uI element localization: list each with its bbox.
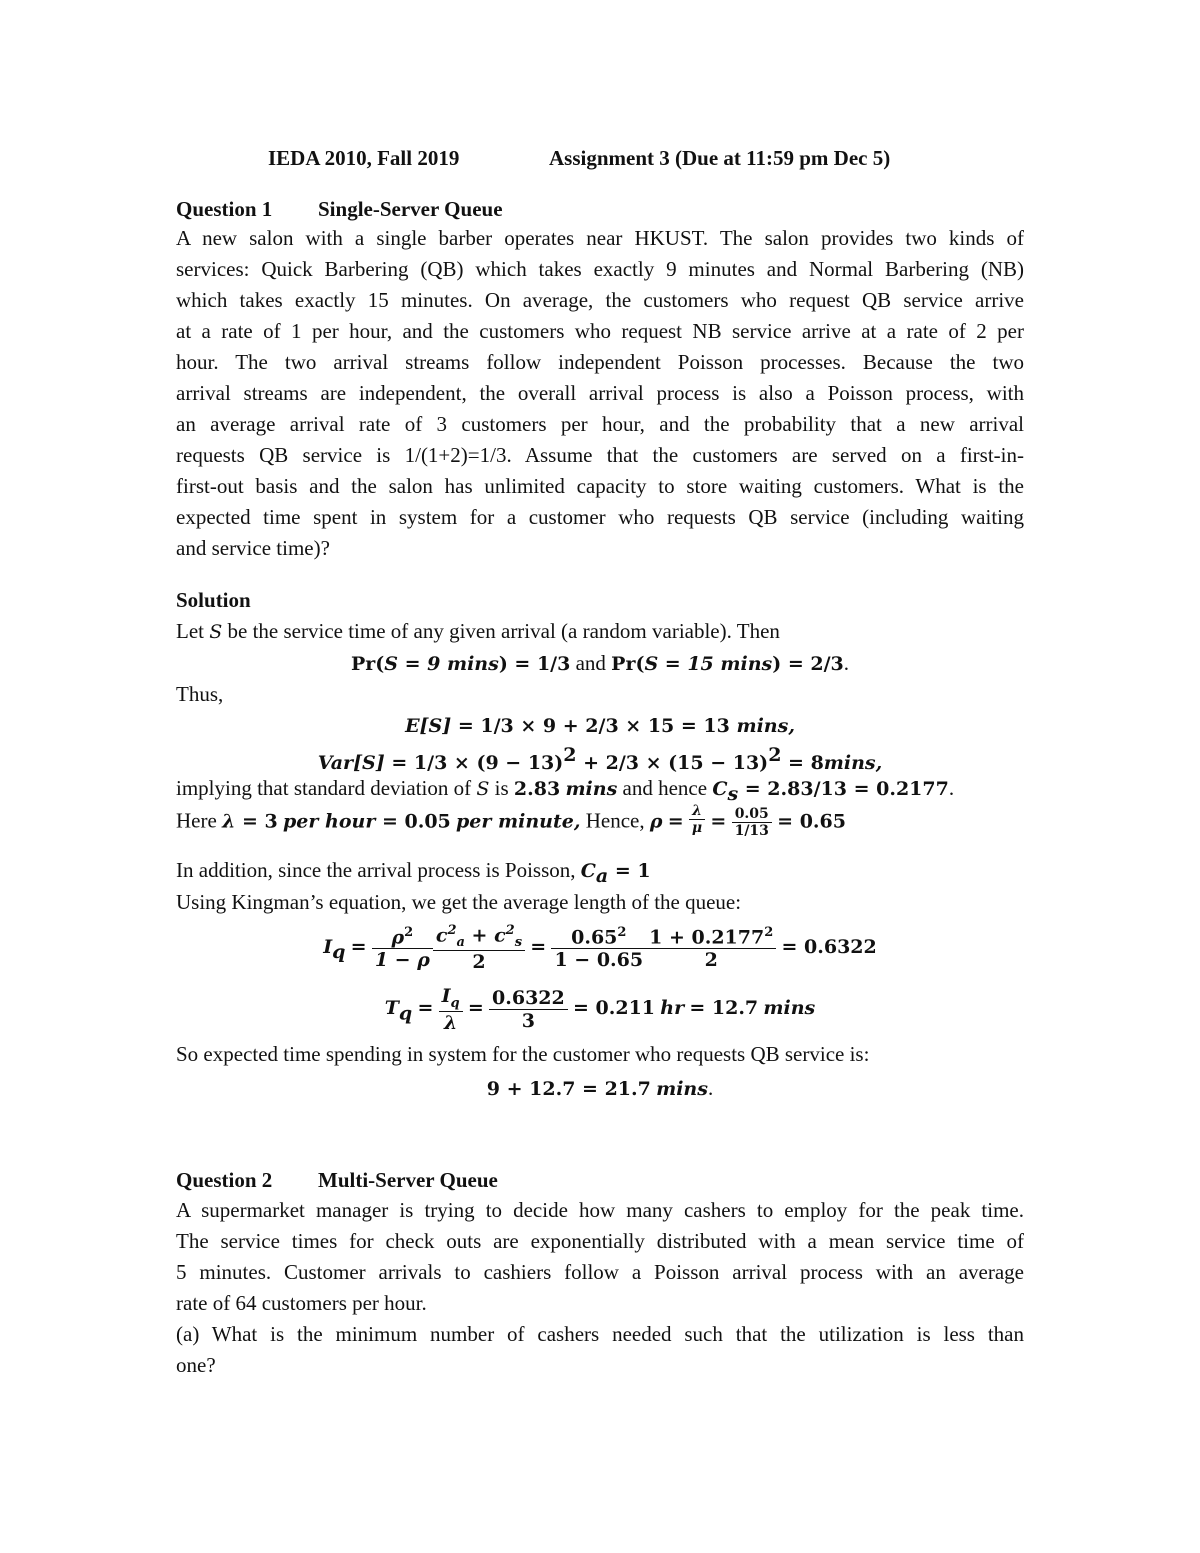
q1-line: at a rate of 1 per hour, and the customers who request NB service arrive at a rate of 2 per	[176, 319, 1024, 343]
q2-title: Multi-Server Queue	[318, 1168, 498, 1192]
kingman-line: Using Kingman’s equation, we get the average length of the queue:	[176, 890, 742, 914]
q2-label: Question 2	[176, 1168, 273, 1192]
q2-line: one?	[176, 1353, 216, 1377]
q1-line: A new salon with a single barber operates near HKUST. The salon provides two kinds of	[176, 226, 1024, 250]
rho-fraction: $\frac{\rho^2}{1 - \rho}$	[372, 925, 433, 971]
solution-heading: Solution	[176, 588, 251, 612]
rho-value-squared-fraction: $\frac{0.65^2}{1 - 0.65}$	[551, 925, 646, 971]
variance-line: $Var[S] = 1/3 \times (9 - 13)^2 + 2/3 \times (15 - 13)^2 = 8\min s$,	[317, 744, 883, 774]
std-line: implying that standard deviation of S is 2.83 mins and hence $C_s = 2.83/13 = 0.2177$.	[176, 776, 955, 806]
variability-value-fraction: $\frac{1 + 0.2177^2}{2}$	[646, 925, 776, 971]
q1-line: expected time spent in system for a customer who requests QB service (including waiting	[176, 505, 1024, 529]
course-title: IEDA 2010, Fall 2019	[268, 146, 460, 170]
rho-value-fraction: $\frac{0.05}{1/13}$	[732, 806, 772, 839]
assignment-title: Assignment 3 (Due at 11:59 pm Dec 5)	[549, 146, 891, 170]
ca-line: In addition, since the arrival process is Poisson, $C_a = 1$	[176, 858, 651, 888]
variability-fraction: $\frac{c^2_a + c^2_s}{2}$	[433, 923, 525, 973]
q1-label: Question 1	[176, 197, 273, 221]
q1-line: first-out basis and the salon has unlimited capacity to store waiting customers. What is the	[176, 474, 1024, 498]
lambda-over-mu-fraction: $\frac{\lambda}{\mu}$	[689, 803, 705, 836]
q1-line: which takes exactly 15 minutes. On average, the customers who request QB service arrive	[176, 288, 1024, 312]
lambda-rho-line: Here λ = 3 per hour = 0.05 per minute, Hence, ρ = $\frac{\lambda}{\mu}$ = $\frac{0.05}{1/13}$ = 0.65	[176, 803, 846, 839]
q2-line: The service times for check outs are exponentially distributed with a mean service time of	[176, 1229, 1024, 1253]
iq-over-lambda-fraction: $\frac{I_q}{\lambda}$	[439, 985, 463, 1034]
q2-paragraph	[176, 1195, 1024, 1381]
tq-value-fraction: $\frac{0.6322}{3}$	[489, 987, 568, 1032]
probability-line: Pr(S = 9 mins) = 1/3 and Pr(S = 15 mins) = 2/3.	[350, 651, 850, 675]
q1-paragraph	[176, 223, 1024, 564]
q1-line: requests QB service is 1/(1+2)=1/3. Assume that the customers are served on a first-in-	[176, 443, 1024, 467]
q2-line: A supermarket manager is trying to decide how many cashers to employ for the peak time.	[176, 1198, 1024, 1222]
q1-line: hour. The two arrival streams follow independent Poisson processes. Because the two	[176, 350, 1024, 374]
so-line: So expected time spending in system for the customer who requests QB service is:	[176, 1042, 870, 1066]
q1-title: Single-Server Queue	[318, 197, 503, 221]
tq-equation: $T_q$ = $\frac{I_q}{\lambda}$ = $\frac{0.6322}{3}$ = 0.211 hr = 12.7 mins	[384, 985, 816, 1034]
thus-line: Thus,	[176, 682, 224, 706]
iq-equation: $I_q$ = $\frac{\rho^2}{1 - \rho}$ $\frac{c^2_a + c^2_s}{2}$ = $\frac{0.65^2}{1 - 0.65}$ $\frac{1 + 0.2177^2}{2}$ = 0.6322	[323, 923, 877, 974]
q1-line: and service time)?	[176, 536, 330, 560]
q2-line: (a) What is the minimum number of cashers needed such that the utilization is less than	[176, 1322, 1024, 1346]
q1-line: arrival streams are independent, the overall arrival process is also a Poisson process, with	[176, 381, 1024, 405]
let-line: Let S be the service time of any given arrival (a random variable). Then	[176, 619, 780, 643]
expectation-line: E[S] = 1/3 × 9 + 2/3 × 15 = 13 mins,	[405, 715, 795, 737]
final-answer-line: 9 + 12.7 = 21.7 mins.	[486, 1076, 714, 1100]
q2-line: 5 minutes. Customer arrivals to cashiers follow a Poisson arrival process with an average	[176, 1260, 1024, 1284]
q2-line: rate of 64 customers per hour.	[176, 1291, 427, 1315]
q1-line: services: Quick Barbering (QB) which takes exactly 9 minutes and Normal Barbering (NB)	[176, 257, 1024, 281]
q1-line: an average arrival rate of 3 customers per hour, and the probability that a new arrival	[176, 412, 1024, 436]
